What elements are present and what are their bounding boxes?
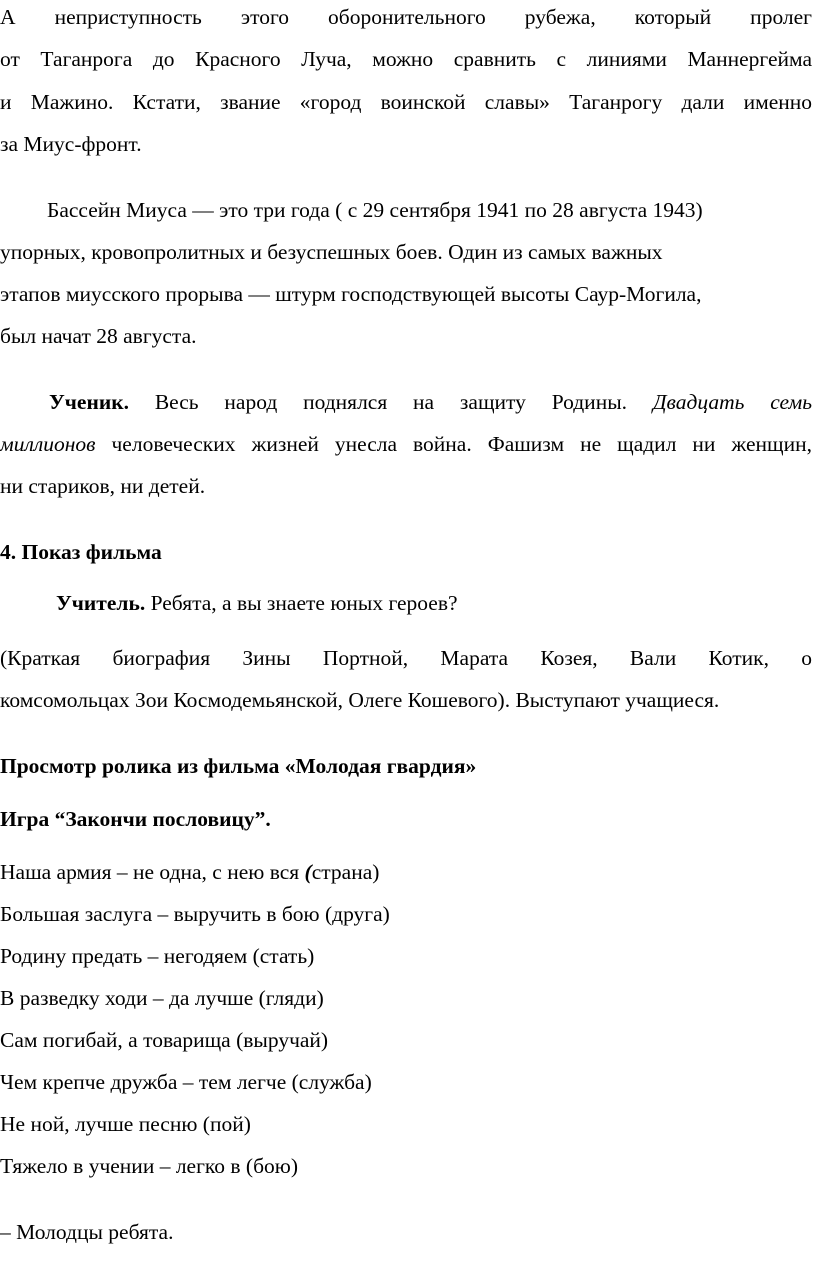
proverb-8: Тяжело в учении – легко в (бою) — [0, 1154, 298, 1178]
paragraph-3-line-3: ни стариков, ни детей. — [0, 474, 206, 498]
paragraph-3-italic-1: Двадцать семь — [652, 390, 813, 414]
proverb-2: Большая заслуга – выручить в бою (друга) — [0, 902, 390, 926]
proverb-1-start: Наша армия – не одна, с нею вся — [0, 860, 305, 884]
paragraph-3-line-1 — [49, 389, 812, 415]
closing-line: – Молодцы ребята. — [0, 1220, 174, 1244]
proverb-4: В разведку ходи – да лучше (гляди) — [0, 986, 324, 1010]
biography-line-1: (Краткая биография Зины Портной, Марата Козея, Вали Котик, о — [0, 646, 812, 670]
paragraph-3-italic-2: миллионов — [0, 432, 96, 456]
paragraph-2-line-2: упорных, кровопролитных и безуспешных боев. Один из самых важных — [0, 240, 663, 264]
proverb-3: Родину предать – негодяем (стать) — [0, 944, 315, 968]
paragraph-1-line-1: А неприступность этого оборонительного рубежа, который пролег — [0, 5, 812, 29]
game-heading: Игра “Закончи пословицу”. — [0, 807, 271, 831]
film-heading: Просмотр ролика из фильма «Молодая гвардия» — [0, 754, 477, 778]
proverb-1-end: страна) — [311, 860, 380, 884]
paragraph-3-text-2: человеческих жизней унесла война. Фашизм не щадил ни женщин, — [111, 432, 812, 456]
paragraph-1-line-4: за Миус-фронт. — [0, 132, 142, 156]
paragraph-3-line-2 — [0, 431, 812, 457]
teacher-text: Ребята, а вы знаете юных героев? — [150, 591, 458, 615]
paragraph-2-line-4: был начат 28 августа. — [0, 324, 197, 348]
paragraph-2-line-3: этапов миусского прорыва — штурм господствующей высоты Саур-Могила, — [0, 282, 702, 306]
teacher-label: Учитель. — [56, 591, 146, 615]
paragraph-3-text-1: Весь народ поднялся на защиту Родины. — [154, 390, 628, 414]
proverb-5: Сам погибай, а товарища (выручай) — [0, 1028, 329, 1052]
paragraph-1-line-2: от Таганрога до Красного Луча, можно сравнить с линиями Маннергейма — [0, 47, 812, 71]
proverb-1-paren: ( — [304, 860, 312, 884]
biography-line-2: комсомольцах Зои Космодемьянской, Олеге Кошевого). Выступают учащиеся. — [0, 688, 720, 712]
proverb-1 — [0, 859, 812, 885]
paragraph-2-line-1: Бассейн Миуса — это три года ( с 29 сентября 1941 по 28 августа 1943) — [47, 198, 703, 222]
paragraph-1-line-3: и Мажино. Кстати, звание «город воинской славы» Таганрогу дали именно — [0, 90, 812, 114]
student-label: Ученик. — [49, 390, 129, 414]
proverb-6: Чем крепче дружба – тем легче (служба) — [0, 1070, 372, 1094]
section-4-heading: 4. Показ фильма — [0, 540, 162, 564]
teacher-line — [56, 590, 812, 616]
proverb-7: Не ной, лучше песню (пой) — [0, 1112, 251, 1136]
